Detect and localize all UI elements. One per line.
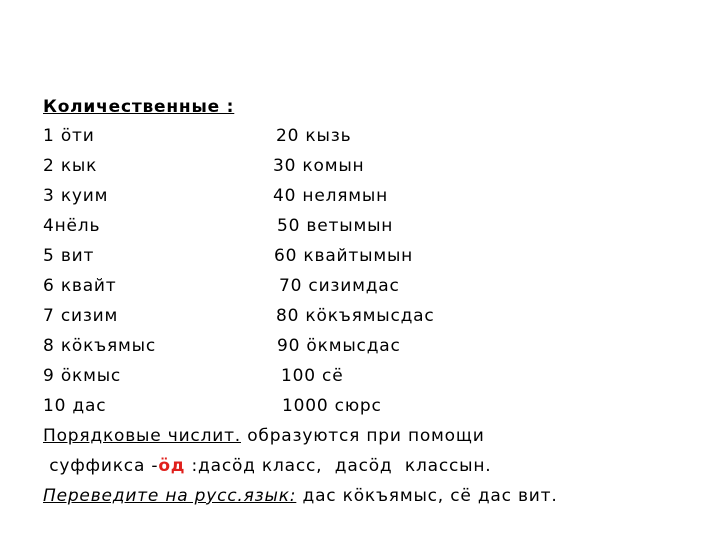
suffix-rest: :дасӧд класс, дасӧд классын. [185,456,492,476]
number-1: 1 ӧти [43,126,95,146]
suffix-highlight: ӧд [158,456,186,476]
ordinal-term: Порядковые числит. [43,426,241,446]
number-20: 20 кызь [276,126,352,146]
number-100: 100 сё [281,366,344,386]
ordinal-text: образуются при помощи [241,426,485,446]
task-text: дас кӧкъямыс, сё дас вит. [296,486,558,506]
number-1000: 1000 сюрс [282,396,382,416]
number-30: 30 комын [273,156,365,176]
task-instruction: Переведите на русс.язык: [43,486,297,506]
number-4: 4нёль [43,216,101,236]
number-2: 2 кык [43,156,98,176]
number-90: 90 ӧкмысдас [277,336,401,356]
number-80: 80 кӧкъямысдас [276,306,435,326]
number-40: 40 нелямын [273,186,389,206]
suffix-prefix: суффикса - [43,456,159,476]
number-10: 10 дас [43,396,107,416]
heading-quantitative: Количественные : [43,97,235,117]
suffix-line [43,451,491,481]
number-9: 9 ӧкмыс [43,366,122,386]
number-50: 50 ветымын [277,216,394,236]
number-60: 60 квайтымын [274,246,414,266]
number-70: 70 сизимдас [279,276,400,296]
task-line [43,481,558,511]
number-8: 8 кӧкъямыс [43,336,156,356]
number-3: 3 куим [43,186,109,206]
number-5: 5 вит [43,246,95,266]
number-6: 6 квайт [43,276,117,296]
ordinal-line [43,421,485,451]
number-7: 7 сизим [43,306,119,326]
